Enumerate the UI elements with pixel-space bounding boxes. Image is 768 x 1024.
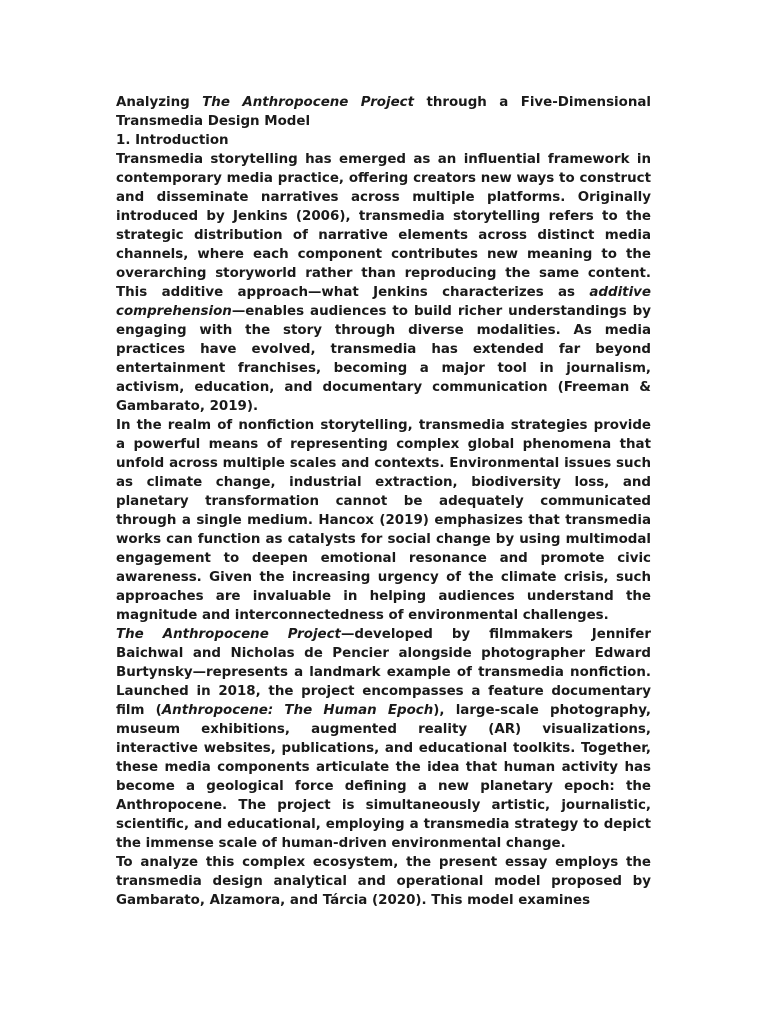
title-text-italic: The Anthropocene Project xyxy=(202,95,415,110)
paragraph-3-text-b: ), large-scale photography, museum exhibitions, augmented reality (AR) visualizations, interactive websites, publications, and educational toolkits. Together, these media components articulate the idea that human activity has become a geological force defining a new planetary epoch: the Anthropocene. The project is simultaneously artistic, journalistic, scientific, and educational, employing a transmedia strategy to depict the immense scale of human-driven environmental change. xyxy=(116,703,652,851)
paragraph-2: In the realm of nonfiction storytelling, transmedia strategies provide a powerful means of representing complex global phenomena that unfold across multiple scales and contexts. Environmental issues such as climate change, industrial extraction, biodiversity loss, and planetary transformation cannot be adequately communicated through a single medium. Hancox (2019) emphasizes that transmedia works can function as catalysts for social change by using multimodal engagement to deepen emotional resonance and promote civic awareness. Given the increasing urgency of the climate crisis, such approaches are invaluable in helping audiences understand the magnitude and interconnectedness of environmental challenges. xyxy=(116,418,651,623)
paragraph-3-italic-2: Anthropocene: The Human Epoch xyxy=(161,703,434,718)
section-heading: 1. Introduction xyxy=(116,133,229,148)
paragraph-1-italic: additive comprehension xyxy=(116,285,651,319)
paragraph-3-italic-1: The Anthropocene Project xyxy=(116,627,341,642)
paragraph-1-text-a: Transmedia storytelling has emerged as an influential framework in contemporary media practice, offering creators new ways to construct and disseminate narratives across multiple platforms. Originally introduced by Jenkins (2006), transmedia storytelling refers to the strategic distribution of narrative elements across distinct media channels, where each component contributes new meaning to the overarching storyworld rather than reproducing the same content. This additive approach—what Jenkins characterizes as xyxy=(116,152,651,300)
title-text-post: through a Five-Dimensional Transmedia Design Model xyxy=(116,95,651,129)
title-text-pre: Analyzing xyxy=(116,95,203,110)
paragraph-3-text-a: —developed by filmmakers Jennifer Baichwal and Nicholas de Pencier alongside photographer Edward Burtynsky—represents a landmark example of transmedia nonfiction. Launched in 2018, the project encompasses a feature documentary film ( xyxy=(116,627,651,718)
paragraph-1 xyxy=(116,150,651,416)
paragraph-4: To analyze this complex ecosystem, the present essay employs the transmedia design analytical and operational model proposed by Gambarato, Alzamora, and Tárcia (2020). This model examines xyxy=(116,855,651,908)
paragraph-3 xyxy=(116,625,651,853)
document-page xyxy=(116,93,651,910)
document-title xyxy=(116,93,651,131)
paragraph-1-text-b: —enables audiences to build richer understandings by engaging with the story through diverse modalities. As media practices have evolved, transmedia has extended far beyond entertainment franchises, becoming a major tool in journalism, activism, education, and documentary communication (Freeman & Gambarato, 2019). xyxy=(116,304,651,414)
